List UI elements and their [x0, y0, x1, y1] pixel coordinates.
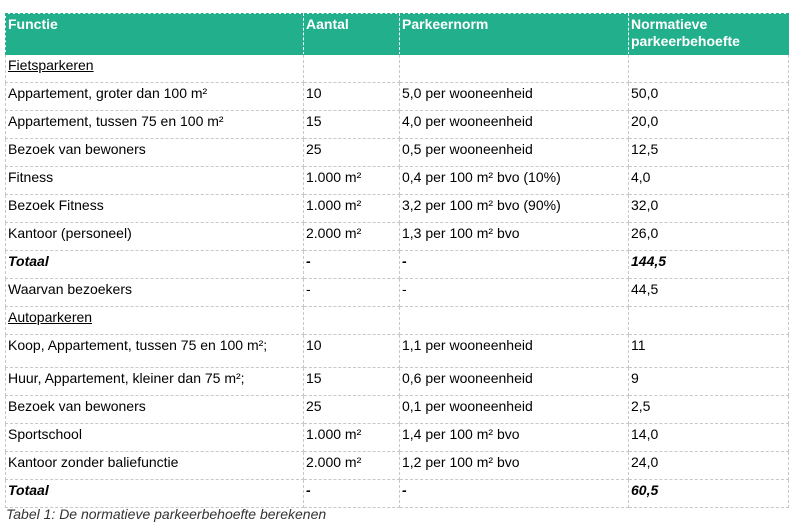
table-row: Kantoor (personeel) 2.000 m² 1,3 per 100 m² bvo 26,0 [6, 223, 789, 251]
header-functie: Functie [6, 14, 304, 55]
section-title: Fietsparkeren [6, 55, 304, 83]
total-row: Totaal - - 144,5 [6, 251, 789, 279]
total-row: Totaal - - 60,5 [6, 480, 789, 508]
table-row: Fitness 1.000 m² 0,4 per 100 m² bvo (10%) 4,0 [6, 167, 789, 195]
header-behoefte: Normatieve parkeerbehoefte [629, 14, 789, 55]
section-row [6, 307, 789, 335]
header-row [6, 14, 789, 55]
table-row: Sportschool 1.000 m² 1,4 per 100 m² bvo 14,0 [6, 424, 789, 452]
table-caption: Tabel 1: De normatieve parkeerbehoefte berekenen [6, 506, 327, 522]
table-row: Bezoek van bewoners 25 0,5 per wooneenheid 12,5 [6, 139, 789, 167]
parking-table-container [5, 13, 789, 508]
section-title: Autoparkeren [6, 307, 304, 335]
parking-table [5, 13, 789, 508]
table-row: Huur, Appartement, kleiner dan 75 m²; 15 0,6 per wooneenheid 9 [6, 368, 789, 396]
table-row: Bezoek van bewoners 25 0,1 per wooneenheid 2,5 [6, 396, 789, 424]
header-parkeernorm: Parkeernorm [400, 14, 629, 55]
table-row: Waarvan bezoekers - - 44,5 [6, 279, 789, 307]
table-row: Kantoor zonder baliefunctie 2.000 m² 1,2 per 100 m² bvo 24,0 [6, 452, 789, 480]
table-row: Appartement, tussen 75 en 100 m² 15 4,0 per wooneenheid 20,0 [6, 111, 789, 139]
table-row: Appartement, groter dan 100 m² 10 5,0 per wooneenheid 50,0 [6, 83, 789, 111]
table-row: Bezoek Fitness 1.000 m² 3,2 per 100 m² bvo (90%) 32,0 [6, 195, 789, 223]
section-row [6, 55, 789, 83]
header-aantal: Aantal [304, 14, 400, 55]
table-row: Koop, Appartement, tussen 75 en 100 m²; 10 1,1 per wooneenheid 11 [6, 335, 789, 368]
